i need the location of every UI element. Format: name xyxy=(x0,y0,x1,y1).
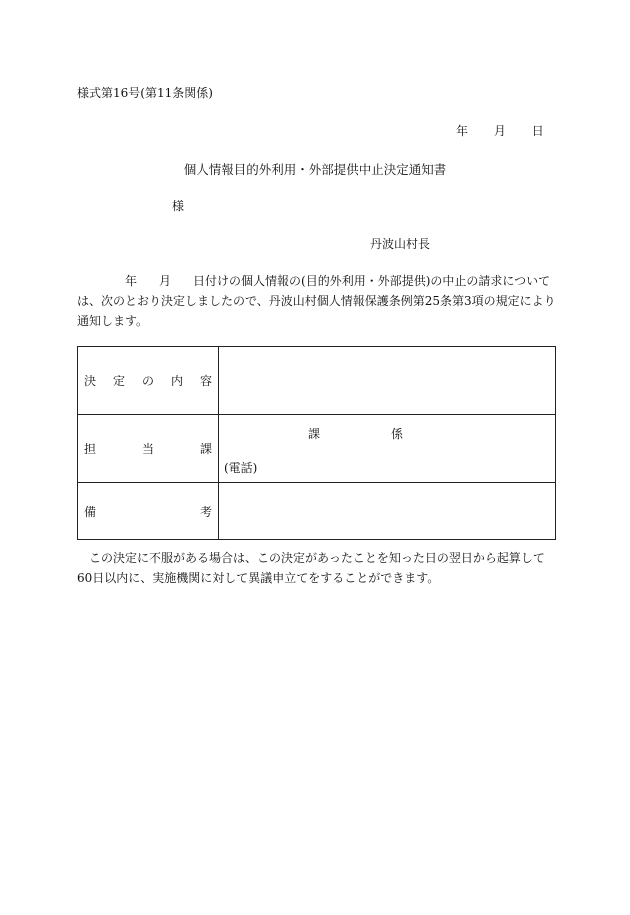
decision-table xyxy=(77,346,556,540)
department-value-cell[interactable] xyxy=(219,415,556,483)
date-line xyxy=(456,122,544,139)
issuer-name: 丹波山村長 xyxy=(370,237,431,251)
department-row xyxy=(78,415,556,483)
decision-value-cell[interactable] xyxy=(219,347,556,415)
body-text: 日付けの個人情報の(目的外利用・外部提供)の中止の請求については、次のとおり決定しましたので、丹波山村個人情報保護条例第25条第3項の規定により通知します。 xyxy=(77,274,556,328)
date-month-label: 月 xyxy=(493,124,506,138)
date-year-label: 年 xyxy=(456,124,469,138)
remarks-value-cell[interactable] xyxy=(219,483,556,540)
decision-row xyxy=(78,347,556,415)
remarks-row xyxy=(78,483,556,540)
body-year-label: 年 xyxy=(125,274,138,288)
addressee-suffix: 様 xyxy=(172,199,185,213)
body-month-label: 月 xyxy=(159,274,172,288)
subsection-label: 係 xyxy=(391,427,404,441)
form-number: 様式第16号(第11条関係) xyxy=(77,86,213,100)
decision-label: 決 定 の 内 容 xyxy=(78,347,219,415)
phone-label: (電話) xyxy=(224,461,258,475)
body-paragraph xyxy=(77,271,559,331)
document-title: 個人情報目的外利用・外部提供中止決定通知書 xyxy=(183,162,447,177)
date-day-label: 日 xyxy=(531,124,544,138)
remarks-label: 備 考 xyxy=(78,483,219,540)
department-label: 担 当 課 xyxy=(78,415,219,483)
section-label: 課 xyxy=(308,427,321,441)
appeal-notice: この決定に不服がある場合は、この決定があったことを知った日の翌日から起算して60日以内に、実施機関に対して異議申立てをすることができます。 xyxy=(77,551,545,585)
